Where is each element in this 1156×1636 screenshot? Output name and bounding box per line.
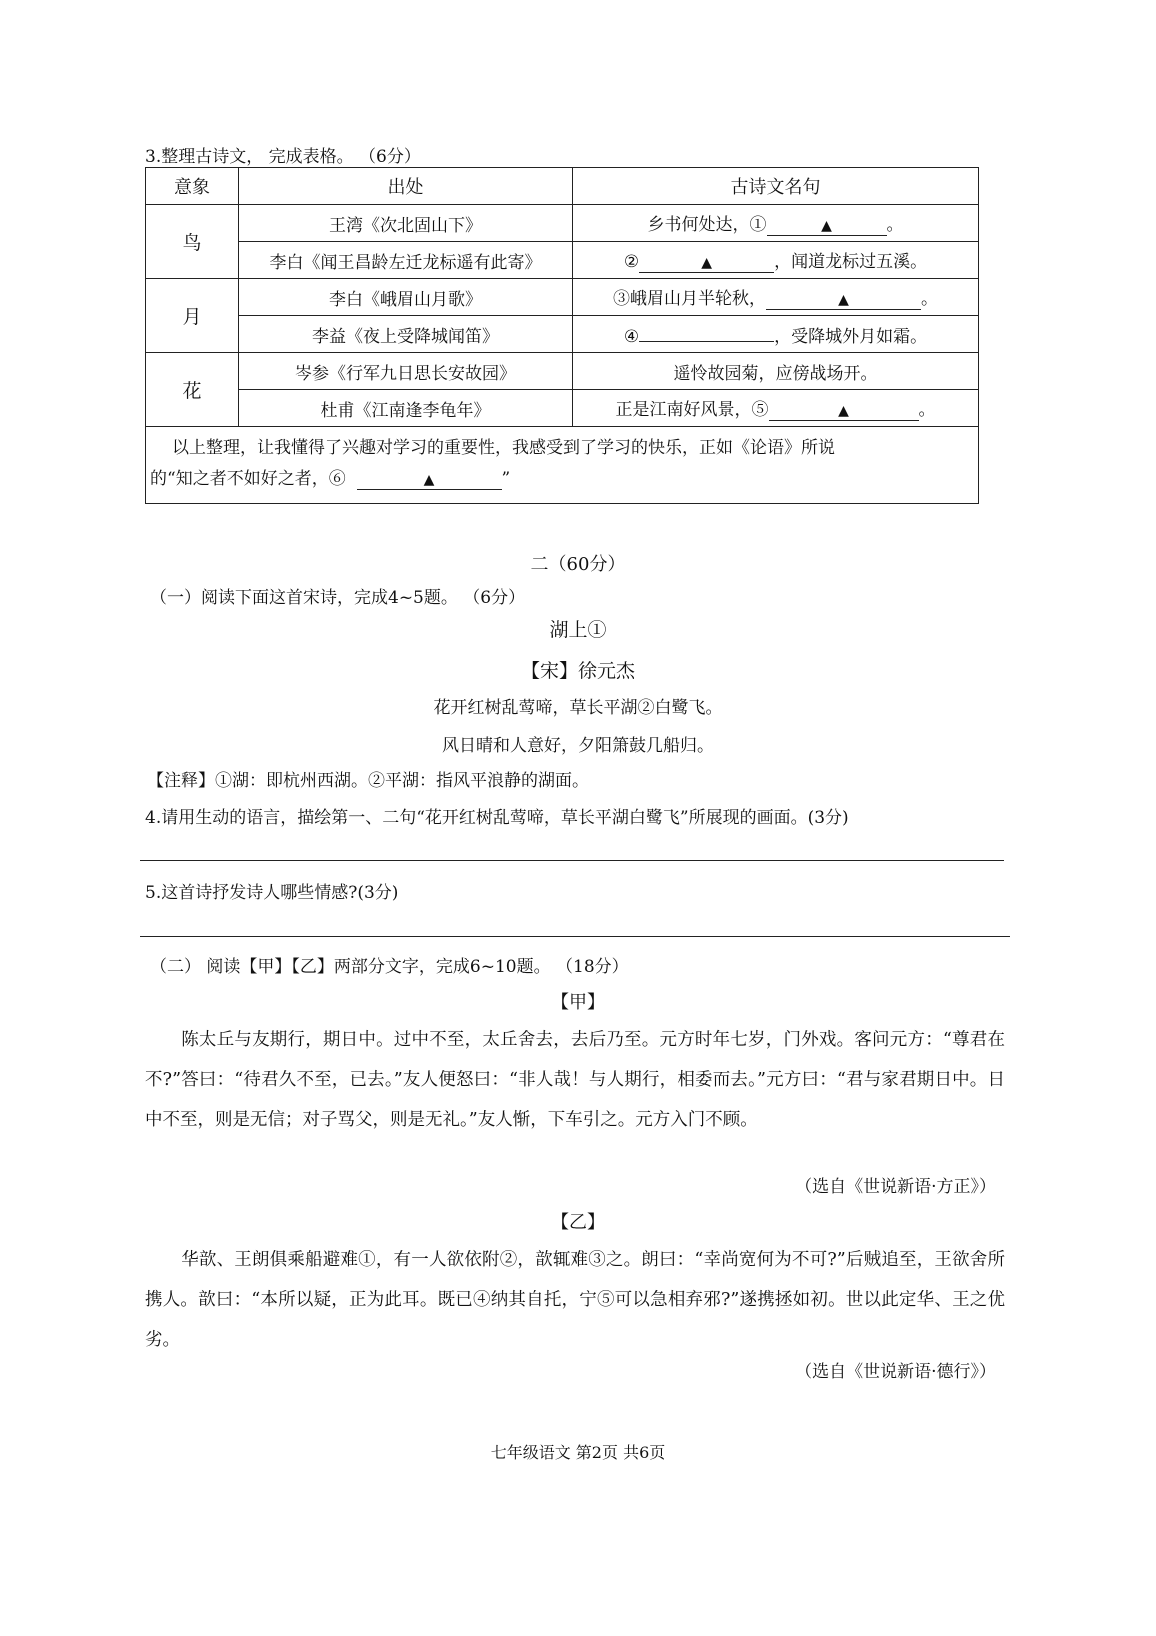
passage-jia-source: （选自《世说新语·方正》） (795, 1177, 996, 1197)
quote-cell (573, 205, 979, 242)
quote-after: 。 (886, 215, 904, 235)
answer-blank-2[interactable] (639, 253, 774, 273)
quote-after: ，受降城外月如霜。 (774, 326, 928, 347)
quote-before: 乡书何处达，① (647, 215, 767, 235)
table-row (146, 353, 979, 390)
source-cell: 王湾《次北固山下》 (239, 205, 573, 242)
quote-before: ③峨眉山月半轮秋， (613, 289, 766, 309)
poem-notes: 【注释】①湖：即杭州西湖。②平湖：指风平浪静的湖面。 (147, 771, 589, 791)
table-row (146, 316, 979, 353)
passage-jia-heading: 【甲】 (551, 992, 605, 1013)
quote-after: 。 (921, 289, 938, 309)
passage-yi-heading: 【乙】 (551, 1212, 605, 1233)
table-header-row (146, 168, 979, 205)
table-row (146, 205, 979, 242)
poem-line-2: 风日晴和人意好，夕阳箫鼓几船归。 (442, 736, 714, 756)
poem-author: 【宋】徐元杰 (520, 660, 635, 682)
source-cell: 李白《峨眉山月歌》 (239, 279, 573, 316)
poem-table (145, 167, 979, 504)
answer-blank-5[interactable] (769, 401, 919, 421)
triangle-marker-icon: ▲ (838, 403, 849, 419)
table-row (146, 279, 979, 316)
question-3-title: 3.整理古诗文， 完成表格。 （6分） (145, 147, 421, 167)
header-quote: 古诗文名句 (573, 168, 979, 205)
summary-line-2-after: ” (501, 469, 511, 489)
source-cell: 李白《闻王昌龄左迁龙标遥有此寄》 (239, 242, 573, 279)
quote-cell (573, 316, 979, 353)
header-source: 出处 (239, 168, 573, 205)
poem-title: 湖上① (549, 619, 607, 641)
quote-before: ② (623, 252, 640, 272)
source-cell: 岑参《行军九日思长安故园》 (239, 353, 573, 390)
quote-cell (573, 390, 979, 427)
image-cell: 月 (146, 279, 239, 353)
image-cell: 鸟 (146, 205, 239, 279)
poem-line-1: 花开红树乱莺啼，草长平湖②白鹭飞。 (433, 698, 723, 718)
part-1-intro: （一）阅读下面这首宋诗，完成4~5题。 （6分） (150, 588, 526, 608)
quote-cell (573, 279, 979, 316)
quote-cell (573, 242, 979, 279)
answer-blank-1[interactable] (767, 216, 887, 236)
table-row (146, 390, 979, 427)
quote-before: 正是江南好风景，⑤ (615, 400, 769, 420)
section-2-heading: 二（60分） (530, 554, 626, 575)
question-5: 5.这首诗抒发诗人哪些情感?(3分) (145, 883, 399, 903)
answer-line-q4[interactable] (140, 860, 1004, 861)
passage-yi-text: 华歆、王朗俱乘船避难①，有一人欲依附②，歆辄难③之。朗曰：“幸尚宽何为不可?”后贼追至，王欲舍所携人。歆曰：“本所以疑，正为此耳。既已④纳其自托，宁⑤可以急相弃邪?”遂携拯如初。世以此定华、王之优劣。 (145, 1250, 1005, 1350)
summary-cell (146, 427, 979, 504)
quote-after: ，闻道龙标过五溪。 (774, 252, 928, 272)
answer-blank-3[interactable] (766, 290, 921, 310)
source-cell: 杜甫《江南逢李龟年》 (239, 390, 573, 427)
answer-blank-4[interactable] (639, 341, 774, 342)
quote-after: 。 (918, 400, 936, 420)
quote-cell: 遥怜故园菊，应傍战场开。 (573, 353, 979, 390)
answer-line-q5[interactable] (140, 936, 1010, 937)
passage-jia-text: 陈太丘与友期行，期日中。过中不至，太丘舍去，去后乃至。元方时年七岁，门外戏。客问元方：“尊君在不?”答曰：“待君久不至，已去。”友人便怒曰：“非人哉！与人期行，相委而去。”元方曰：“君与家君期日中。日中不至，则是无信；对子骂父，则是无礼。”友人惭，下车引之。元方入门不顾。 (145, 1030, 1005, 1130)
answer-blank-6[interactable] (357, 470, 502, 490)
table-summary-row (146, 427, 979, 504)
quote-before: ④ (623, 326, 640, 347)
triangle-marker-icon: ▲ (423, 472, 435, 488)
question-4: 4.请用生动的语言，描绘第一、二句“花开红树乱莺啼，草长平湖白鹭飞”所展现的画面。(3分) (145, 808, 849, 828)
triangle-marker-icon: ▲ (821, 218, 832, 234)
page-footer: 七年级语文 第2页 共6页 (490, 1443, 666, 1462)
triangle-marker-icon: ▲ (838, 292, 849, 308)
header-image: 意象 (146, 168, 239, 205)
triangle-marker-icon: ▲ (701, 255, 713, 271)
table-row (146, 242, 979, 279)
summary-line-1: 以上整理，让我懂得了兴趣对学习的重要性，我感受到了学习的快乐，正如《论语》所说 (172, 438, 835, 458)
summary-line-2-before: 的“知之者不如好之者，⑥ (150, 469, 346, 489)
source-cell: 李益《夜上受降城闻笛》 (239, 316, 573, 353)
part-2-intro: （二） 阅读【甲】【乙】两部分文字，完成6~10题。 （18分） (150, 957, 629, 977)
image-cell: 花 (146, 353, 239, 427)
passage-yi-source: （选自《世说新语·德行》） (795, 1362, 996, 1382)
